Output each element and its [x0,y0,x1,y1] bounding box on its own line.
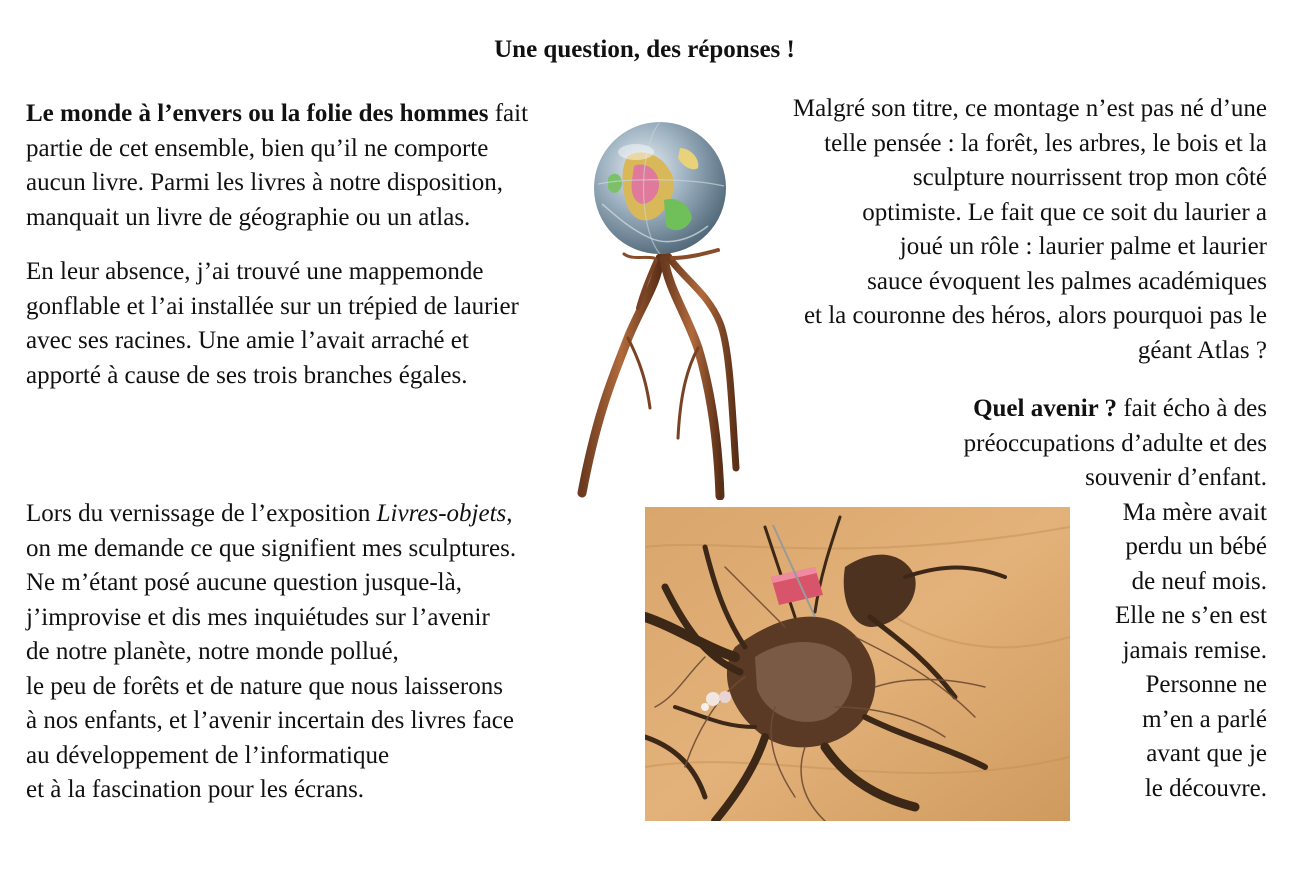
text-line: de neuf mois. [1131,567,1267,595]
text-line: Quel avenir ? fait écho à des [973,395,1267,422]
artwork-title: Le monde à l’envers ou la folie des hommes [26,100,489,127]
text-line: et à la fascination pour les écrans. [26,776,365,803]
text-line: Personne ne [1145,671,1267,698]
text-line: le découvre. [1144,774,1267,802]
text-line: à nos enfants, et l’avenir incertain des livres face [26,707,514,734]
text-line: Elle ne s’en est [1114,602,1267,629]
text-line: sculpture nourrissent trop mon côté [912,164,1267,191]
text-line: j’improvise et dis mes inquiétudes sur l’avenir [26,603,490,631]
text-line: joué un rôle : laurier palme et laurier [899,233,1267,260]
roots-sculpture-photo [645,507,1070,821]
text-line: souvenir d’enfant. [1085,464,1267,491]
paragraph-mappemonde [26,255,519,393]
text-line: géant Atlas ? [1137,336,1267,364]
text-line: Malgré son titre, ce montage n’est pas né d’une [792,95,1267,122]
text-line: Le monde à l’envers ou la folie des hommes fait [26,100,529,127]
text-line: manquait un livre de géographie ou un atlas. [26,203,471,231]
text-line: En leur absence, j’ai trouvé une mappemonde [26,258,484,285]
text-line: on me demande ce que signifient mes sculptures. [26,534,517,562]
text-line: partie de cet ensemble, bien qu’il ne comporte [26,134,489,162]
text-line: de notre planète, notre monde pollué, [26,638,399,665]
globe-sculpture-image [568,108,746,500]
text-line: aucun livre. Parmi les livres à notre disposition, [26,169,503,196]
text-line: Lors du vernissage de l’exposition Livres-objets, [26,500,513,527]
text-line: gonflable et l’ai installée sur un trépied de laurier [26,292,519,320]
text-line: jamais remise. [1122,636,1267,664]
exhibition-title: Livres-objets [376,500,507,527]
text-line: le peu de forêts et de nature que nous laisserons [26,672,503,700]
paragraph-le-monde-a-l-envers [26,97,528,235]
paragraph-malgre-son-titre [793,92,1267,368]
artwork-title: Quel avenir ? [973,395,1118,422]
text-line: avec ses racines. Une amie l’avait arraché et [26,327,469,354]
text-line: Ne m’étant posé aucune question jusque-là, [26,569,462,596]
text-line: optimiste. Le fait que ce soit du laurier a [862,198,1267,226]
paragraph-vernissage [26,497,516,808]
text-line: Ma mère avait [1122,498,1267,526]
text-line: telle pensée : la forêt, les arbres, le bois et la [824,129,1267,157]
text-line: avant que je [1146,740,1267,767]
page-title: Une question, des réponses ! [494,36,795,63]
text-line: m’en a parlé [1142,705,1267,733]
text-line: préoccupations d’adulte et des [963,429,1267,457]
text-line: et la couronne des héros, alors pourquoi pas le [803,302,1267,329]
text-line: au développement de l’informatique [26,741,390,769]
text-line: sauce évoquent les palmes académiques [867,267,1267,295]
text-line: perdu un bébé [1125,533,1267,560]
text-line: apporté à cause de ses trois branches égales. [26,361,468,389]
